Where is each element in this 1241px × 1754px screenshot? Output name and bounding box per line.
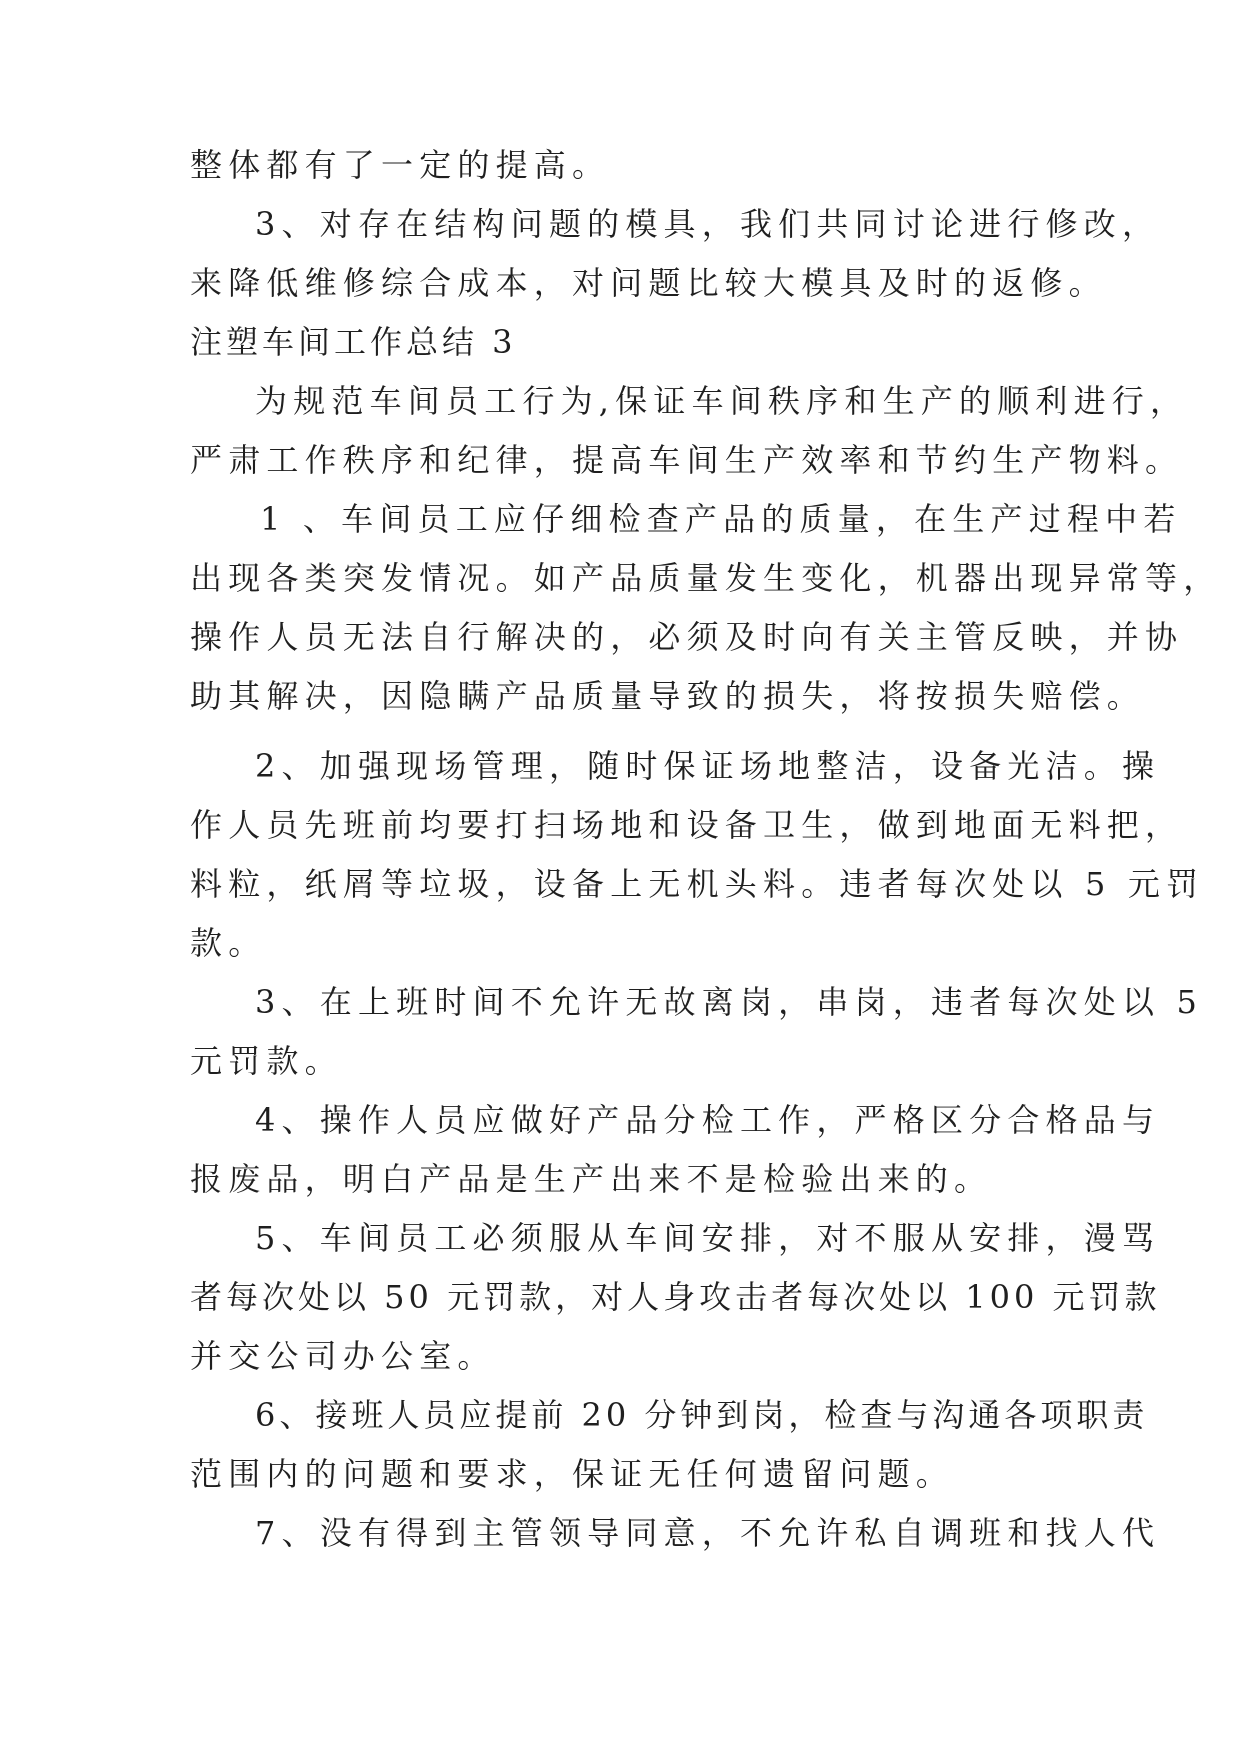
text-line: 为规范车间员工行为,保证车间秩序和生产的顺利进行， bbox=[255, 382, 1189, 420]
text-line: 3、在上班时间不允许无故离岗，串岗，违者每次处以 5 bbox=[255, 983, 1204, 1021]
text-line: 2、加强现场管理，随时保证场地整洁，设备光洁。操 bbox=[255, 747, 1161, 785]
text-line: 范围内的问题和要求，保证无任何遗留问题。 bbox=[190, 1455, 955, 1493]
text-line: 款。 bbox=[190, 924, 267, 962]
text-line: 来降低维修综合成本，对问题比较大模具及时的返修。 bbox=[190, 264, 1107, 302]
text-line: 报废品，明白产品是生产出来不是检验出来的。 bbox=[190, 1160, 993, 1198]
text-line: 6、接班人员应提前 20 分钟到岗，检查与沟通各项职责 bbox=[255, 1396, 1149, 1434]
text-line: 元罚款。 bbox=[190, 1042, 343, 1080]
text-line: 1 、车间员工应仔细检查产品的质量，在生产过程中若 bbox=[260, 500, 1182, 538]
text-line: 4、操作人员应做好产品分检工作，严格区分合格品与 bbox=[255, 1101, 1161, 1139]
text-line: 出现各类突发情况。如产品质量发生变化，机器出现异常等， bbox=[190, 559, 1222, 597]
section-heading: 注塑车间工作总结 3 bbox=[190, 323, 517, 361]
text-line: 7、没有得到主管领导同意，不允许私自调班和找人代 bbox=[255, 1514, 1161, 1552]
text-line: 并交公司办公室。 bbox=[190, 1337, 496, 1375]
text-line: 作人员先班前均要打扫场地和设备卫生，做到地面无料把， bbox=[190, 806, 1184, 844]
text-line: 整体都有了一定的提高。 bbox=[190, 146, 611, 184]
text-line: 操作人员无法自行解决的，必须及时向有关主管反映，并协 bbox=[190, 618, 1184, 656]
text-line: 严肃工作秩序和纪律，提高车间生产效率和节约生产物料。 bbox=[190, 441, 1184, 479]
text-line: 料粒，纸屑等垃圾，设备上无机头料。违者每次处以 5 元罚 bbox=[190, 865, 1205, 903]
text-line: 者每次处以 50 元罚款，对人身攻击者每次处以 100 元罚款 bbox=[190, 1278, 1161, 1316]
text-line: 助其解决，因隐瞒产品质量导致的损失，将按损失赔偿。 bbox=[190, 677, 1146, 715]
text-line: 5、车间员工必须服从车间安排，对不服从安排，漫骂 bbox=[255, 1219, 1161, 1257]
text-line: 3、对存在结构问题的模具，我们共同讨论进行修改， bbox=[255, 205, 1161, 243]
